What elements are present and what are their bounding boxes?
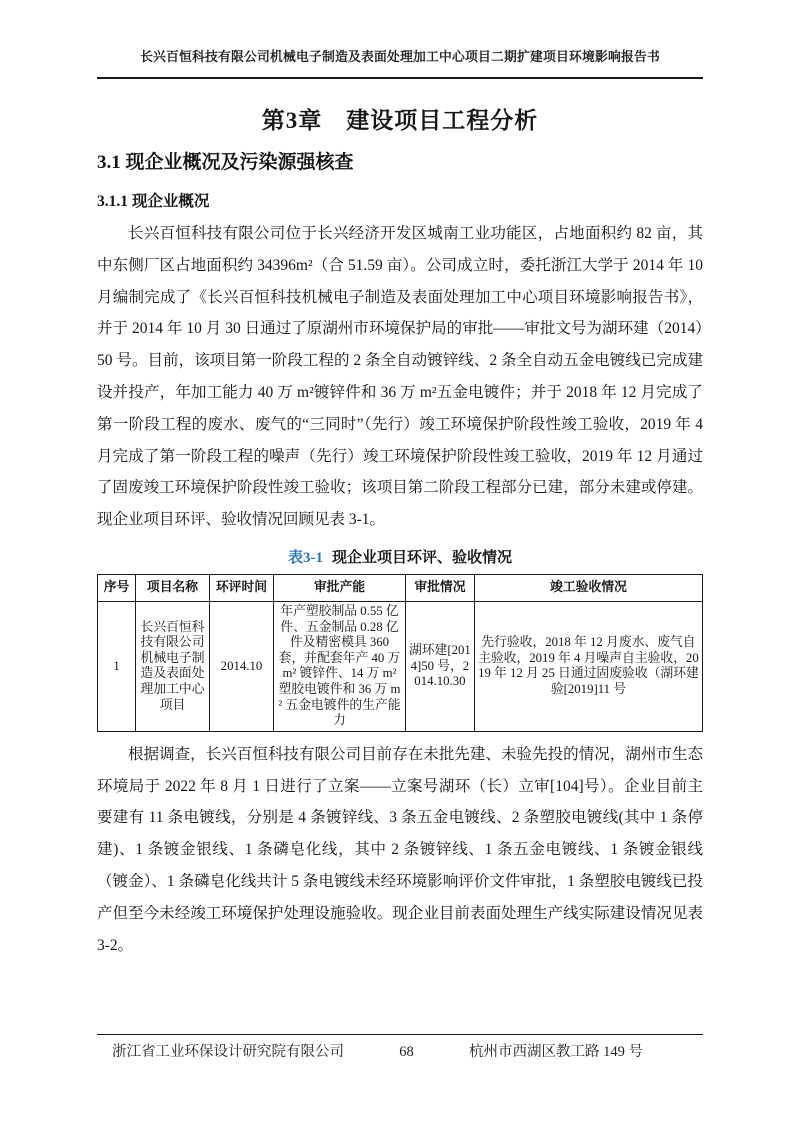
table-row (98, 601, 703, 731)
section-title: 3.1 现企业概况及污染源强核查 (97, 152, 354, 173)
table-caption (97, 546, 703, 567)
col-header-project-name: 项目名称 (136, 574, 210, 601)
table-header-row (98, 574, 703, 601)
cell-project-name: 长兴百恒科技有限公司机械电子制造及表面处理加工中心项目 (136, 601, 210, 731)
subsection-title: 3.1.1 现企业概况 (97, 193, 210, 210)
cell-eia-date: 2014.10 (209, 601, 273, 731)
col-header-approval-status: 审批情况 (405, 574, 474, 601)
col-header-approved-capacity: 审批产能 (274, 574, 406, 601)
col-header-acceptance-status: 竣工验收情况 (474, 574, 702, 601)
paragraph-company-overview: 长兴百恒科技有限公司位于长兴经济开发区城南工业功能区，占地面积约 82 亩，其中东侧厂区占地面积约 34396m²（合 51.59 亩）。公司成立时，委托浙江大学于 2014 年 10 月编制完成了《长兴百恒科技机械电子制造及表面处理加工中心项目环境影响报告书》，并于 2014 年 10 月 30 日通过了原湖州市环境保护局的审批——审批文号为湖环建（2014）50 号。目前，该项目第一阶段工程的 2 条全自动镀锌线、2 条全自动五金电镀线已完成建设并投产，年加工能力 40 万 m²镀锌件和 36 万 m²五金电镀件；并于 2018 年 12 月完成了第一阶段工程的废水、废气的“三同时”（先行）竣工环境保护阶段性竣工验收，2019 年 4 月完成了第一阶段工程的噪声（先行）竣工环境保护阶段性竣工验收，2019 年 12 月通过了固废竣工环境保护阶段性竣工验收；该项目第二阶段工程部分已建，部分未建或停建。现企业项目环评、验收情况回顾见表 3-1。 (97, 225, 703, 529)
running-header: 长兴百恒科技有限公司机械电子制造及表面处理加工中心项目二期扩建项目环境影响报告书 (97, 0, 703, 79)
page-content (97, 0, 703, 961)
cell-acceptance-status: 先行验收，2018 年 12 月废水、废气自主验收，2019 年 4 月噪声自主验收，2019 年 12 月 25 日通过固废验收（湖环建验[2019]11 号 (474, 601, 702, 731)
table-caption-label: 表3-1 (287, 549, 323, 566)
col-header-seq: 序号 (98, 574, 136, 601)
col-header-eia-date: 环评时间 (209, 574, 273, 601)
footer-page-number: 68 (399, 1044, 414, 1060)
cell-approval-status: 湖环建[2014]50 号，2014.10.30 (405, 601, 474, 731)
cell-seq: 1 (98, 601, 136, 731)
page-footer (97, 1034, 703, 1061)
footer-company: 浙江省工业环保设计研究院有限公司 (112, 1044, 344, 1060)
table-caption-text: 现企业项目环评、验收情况 (331, 549, 512, 566)
chapter-title: 第3章 建设项目工程分析 (261, 108, 539, 133)
eia-acceptance-table (97, 574, 703, 732)
paragraph-current-status: 根据调查，长兴百恒科技有限公司目前存在未批先建、未验先投的情况，湖州市生态环境局于 2022 年 8 月 1 日进行了立案——立案号湖环（长）立审[104]号）。企业目前主要建有 11 条电镀线，分别是 4 条镀锌线、3 条五金电镀线、2 条塑胶电镀线(其中 1 条停建)、1 条镀金银线、1 条磷皂化线，其中 2 条镀锌线、1 条五金电镀线、1 条镀金银线（镀金）、1 条磷皂化线共计 5 条电镀线未经环境影响评价文件审批，1 条塑胶电镀线已投产但至今未经竣工环境保护处理设施验收。现企业目前表面处理生产线实际建设情况见表 3-2。 (97, 745, 703, 954)
footer-address: 杭州市西湖区教工路 149 号 (469, 1044, 643, 1060)
cell-approved-capacity: 年产塑胶制品 0.55 亿件、五金制品 0.28 亿件及精密模具 360 套，并配套年产 40 万 m² 镀锌件、14 万 m² 塑胶电镀件和 36 万 m² 五金电镀件的生产能力 (274, 601, 406, 731)
